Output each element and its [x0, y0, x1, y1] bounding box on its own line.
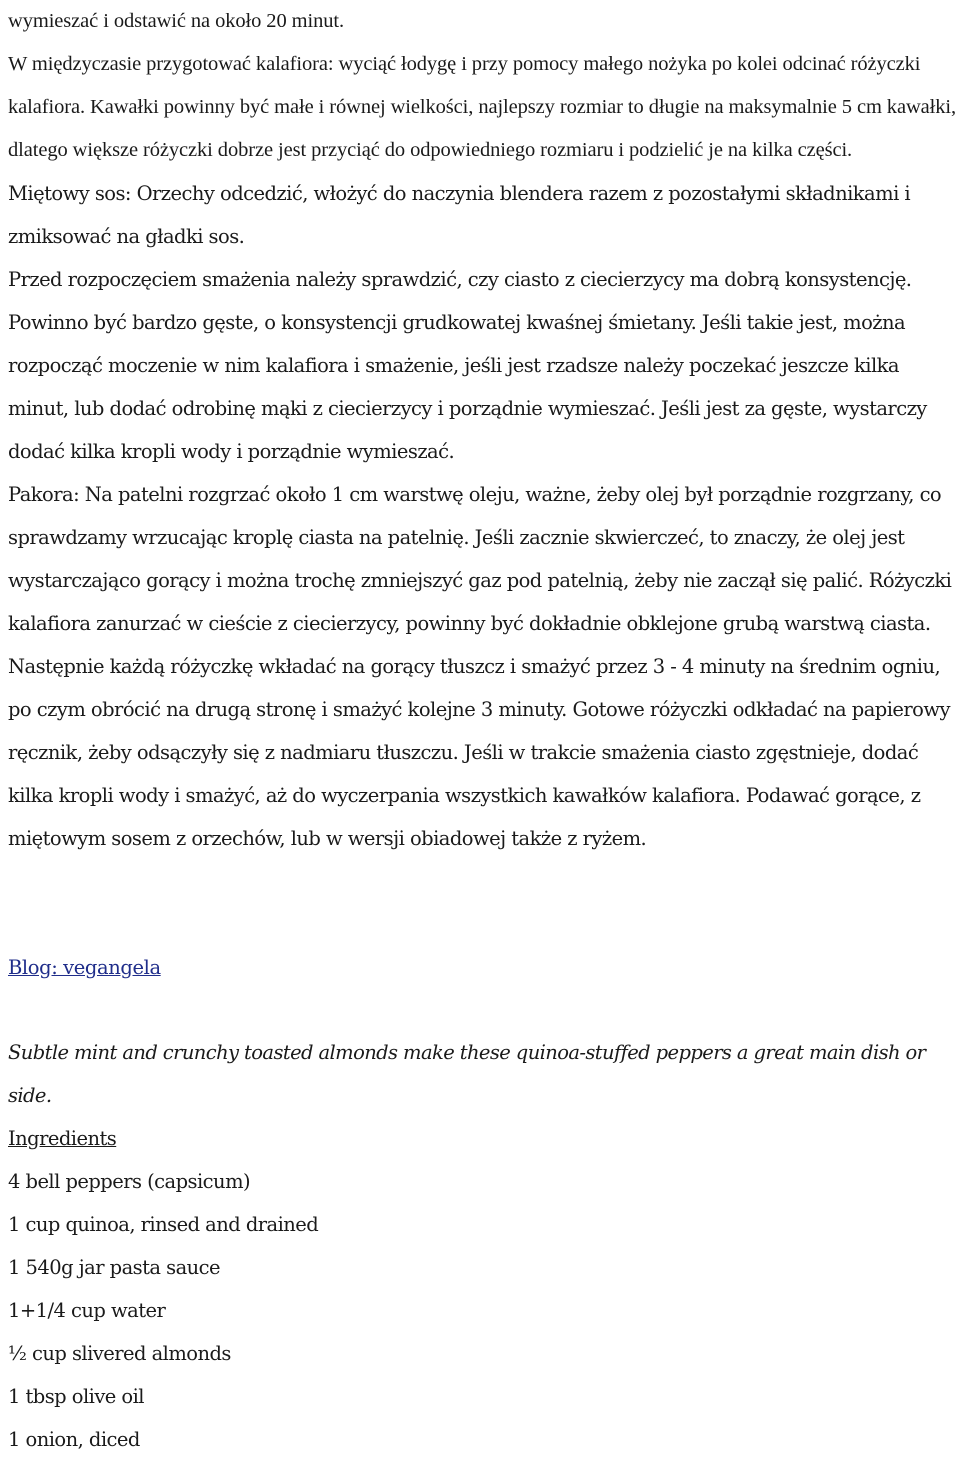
paragraph-cauliflower-prep: W międzyczasie przygotować kalafiora: wyciąć łodygę i przy pomocy małego nożyka po kolei odcinać różyczki kalafiora. Kawałki powinny być małe i równej wielkości, najlepszy rozmiar to długie na maksymalnie 5 cm kawałki, dlatego większe różyczki dobrze jest przyciąć do odpowiedniego rozmiaru i podzielić je na kilka części.	[8, 53, 957, 161]
ingredient-item: ½ cup slivered almonds	[8, 1342, 231, 1365]
ingredient-item: 1 cup quinoa, rinsed and drained	[8, 1213, 319, 1236]
ingredient-item: 1 onion, diced	[8, 1428, 140, 1451]
paragraph-mint-sauce: Miętowy sos: Orzechy odcedzić, włożyć do naczynia blendera razem z pozostałymi składnikami i zmiksować na gładki sos.	[8, 182, 911, 248]
ingredient-item: 1 540g jar pasta sauce	[8, 1256, 221, 1279]
ingredients-list	[8, 1160, 958, 1461]
recipe-intro: Subtle mint and crunchy toasted almonds make these quinoa-stuffed peppers a great main dish or side.	[8, 1041, 926, 1107]
blog-link-line	[8, 946, 958, 989]
spacer	[8, 989, 958, 1031]
document-page	[8, 0, 958, 1461]
ingredients-heading: Ingredients	[8, 1127, 117, 1150]
spacer	[8, 860, 958, 946]
paragraph-marinate-end: wymieszać i odstawić na około 20 minut.	[8, 10, 344, 32]
blog-link[interactable]: Blog: vegangela	[8, 956, 161, 979]
paragraph-pakora-frying: Pakora: Na patelni rozgrzać około 1 cm warstwę oleju, ważne, żeby olej był porządnie rozgrzany, co sprawdzamy wrzucając kroplę ciasta na patelnię. Jeśli zacznie skwierczeć, to znaczy, że olej jest wystarczająco gorący i można trochę zmniejszyć gaz pod patelnią, żeby nie zaczął się palić. Różyczki kalafiora zanurzać w cieście z ciecierzycy, powinny być dokładnie obklejone grubą warstwą ciasta. Następnie każdą różyczkę wkładać na gorący tłuszcz i smażyć przez 3 - 4 minuty na średnim ogniu, po czym obrócić na drugą stronę i smażyć kolejne 3 minuty. Gotowe różyczki odkładać na papierowy ręcznik, żeby odsączyły się z nadmiaru tłuszczu. Jeśli w trakcie smażenia ciasto zgęstnieje, dodać kilka kropli wody i smażyć, aż do wyczerpania wszystkich kawałków kalafiora. Podawać gorące, z miętowym sosem z orzechów, lub w wersji obiadowej także z ryżem.	[8, 483, 952, 850]
ingredient-item: 1+1/4 cup water	[8, 1299, 166, 1322]
ingredient-item: 4 bell peppers (capsicum)	[8, 1170, 251, 1193]
ingredient-item: 1 tbsp olive oil	[8, 1385, 144, 1408]
paragraph-batter-check: Przed rozpoczęciem smażenia należy sprawdzić, czy ciasto z ciecierzycy ma dobrą konsystencję. Powinno być bardzo gęste, o konsystencji grudkowatej kwaśnej śmietany. Jeśli takie jest, można rozpocząć moczenie w nim kalafiora i smażenie, jeśli jest rzadsze należy poczekać jeszcze kilka minut, lub dodać odrobinę mąki z ciecierzycy i porządnie wymieszać. Jeśli jest za gęste, wystarczy dodać kilka kropli wody i porządnie wymieszać.	[8, 268, 927, 463]
